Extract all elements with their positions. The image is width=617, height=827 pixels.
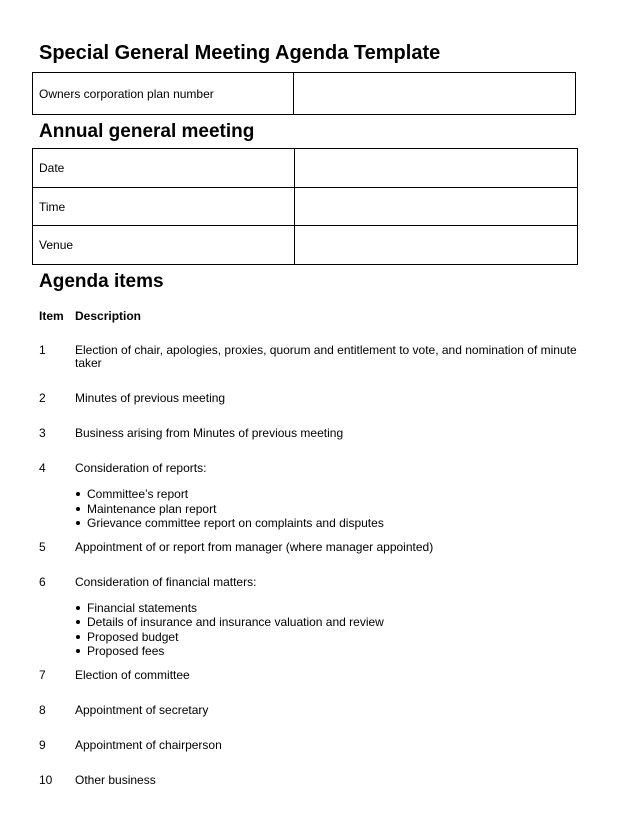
agm-date-field[interactable] — [295, 149, 578, 188]
agenda-item-number: 1 — [39, 343, 46, 357]
agm-date-label: Date — [33, 149, 295, 188]
agm-time-label: Time — [33, 188, 295, 226]
description-column-header: Description — [75, 309, 142, 323]
agm-venue-label: Venue — [33, 226, 295, 265]
bullet-item: Grievance committee report on complaints and disputes — [75, 516, 579, 531]
agm-heading: Annual general meeting — [39, 121, 255, 142]
agenda-item-3 — [39, 427, 579, 440]
agenda-item-number: 5 — [39, 539, 46, 554]
agenda-item-4-bullets — [75, 487, 579, 531]
agm-time-field[interactable] — [295, 188, 578, 226]
agenda-item-description: Business arising from Minutes of previous meeting — [75, 426, 344, 440]
agenda-item-7 — [39, 669, 579, 682]
bullet-item: Financial statements — [75, 601, 579, 616]
agenda-item-8 — [39, 704, 579, 717]
item-column-header: Item — [39, 309, 64, 323]
agenda-item-description: Appointment of or report from manager (where manager appointed) — [75, 539, 434, 554]
agm-row-venue — [33, 226, 578, 265]
agenda-item-4 — [39, 462, 579, 531]
agenda-item-number: 6 — [39, 574, 46, 589]
agenda-item-description: Election of chair, apologies, proxies, quorum and entitlement to vote, and nomination of minute taker — [75, 343, 577, 370]
plan-number-row — [33, 73, 576, 115]
agenda-item-number: 3 — [39, 426, 46, 440]
agenda-heading: Agenda items — [39, 271, 164, 292]
bullet-item: Committee’s report — [75, 487, 579, 502]
agenda-item-description: Appointment of chairperson — [75, 737, 222, 752]
agenda-item-10 — [39, 774, 579, 787]
bullet-item: Proposed budget — [75, 630, 579, 645]
plan-number-table — [32, 72, 576, 115]
agenda-item-2 — [39, 392, 579, 405]
agenda-item-1 — [39, 344, 579, 370]
agenda-item-number: 7 — [39, 667, 46, 682]
bullet-item: Proposed fees — [75, 644, 579, 659]
agenda-item-number: 8 — [39, 702, 46, 717]
agenda-item-number: 2 — [39, 391, 46, 405]
agenda-item-5 — [39, 541, 579, 554]
agenda-item-description: Other business — [75, 772, 156, 787]
agenda-item-description: Consideration of reports: — [75, 461, 207, 475]
agenda-item-6 — [39, 576, 579, 659]
agenda-item-9 — [39, 739, 579, 752]
agenda-item-description: Election of committee — [75, 667, 190, 682]
plan-number-label: Owners corporation plan number — [33, 73, 294, 115]
agenda-item-description: Appointment of secretary — [75, 702, 209, 717]
bullet-item: Details of insurance and insurance valuation and review — [75, 615, 579, 630]
agenda-item-number: 9 — [39, 737, 46, 752]
agm-row-date — [33, 149, 578, 188]
agm-row-time — [33, 188, 578, 226]
agm-venue-field[interactable] — [295, 226, 578, 265]
agenda-item-description: Minutes of previous meeting — [75, 391, 226, 405]
agenda-item-description: Consideration of financial matters: — [75, 574, 257, 589]
agenda-list — [39, 344, 579, 787]
plan-number-field[interactable] — [294, 73, 576, 115]
agenda-item-number: 10 — [39, 772, 53, 787]
bullet-item: Maintenance plan report — [75, 502, 579, 517]
agm-table — [32, 148, 578, 265]
page-title: Special General Meeting Agenda Template — [39, 42, 441, 64]
agenda-item-number: 4 — [39, 461, 46, 475]
agenda-item-6-bullets — [75, 601, 579, 659]
